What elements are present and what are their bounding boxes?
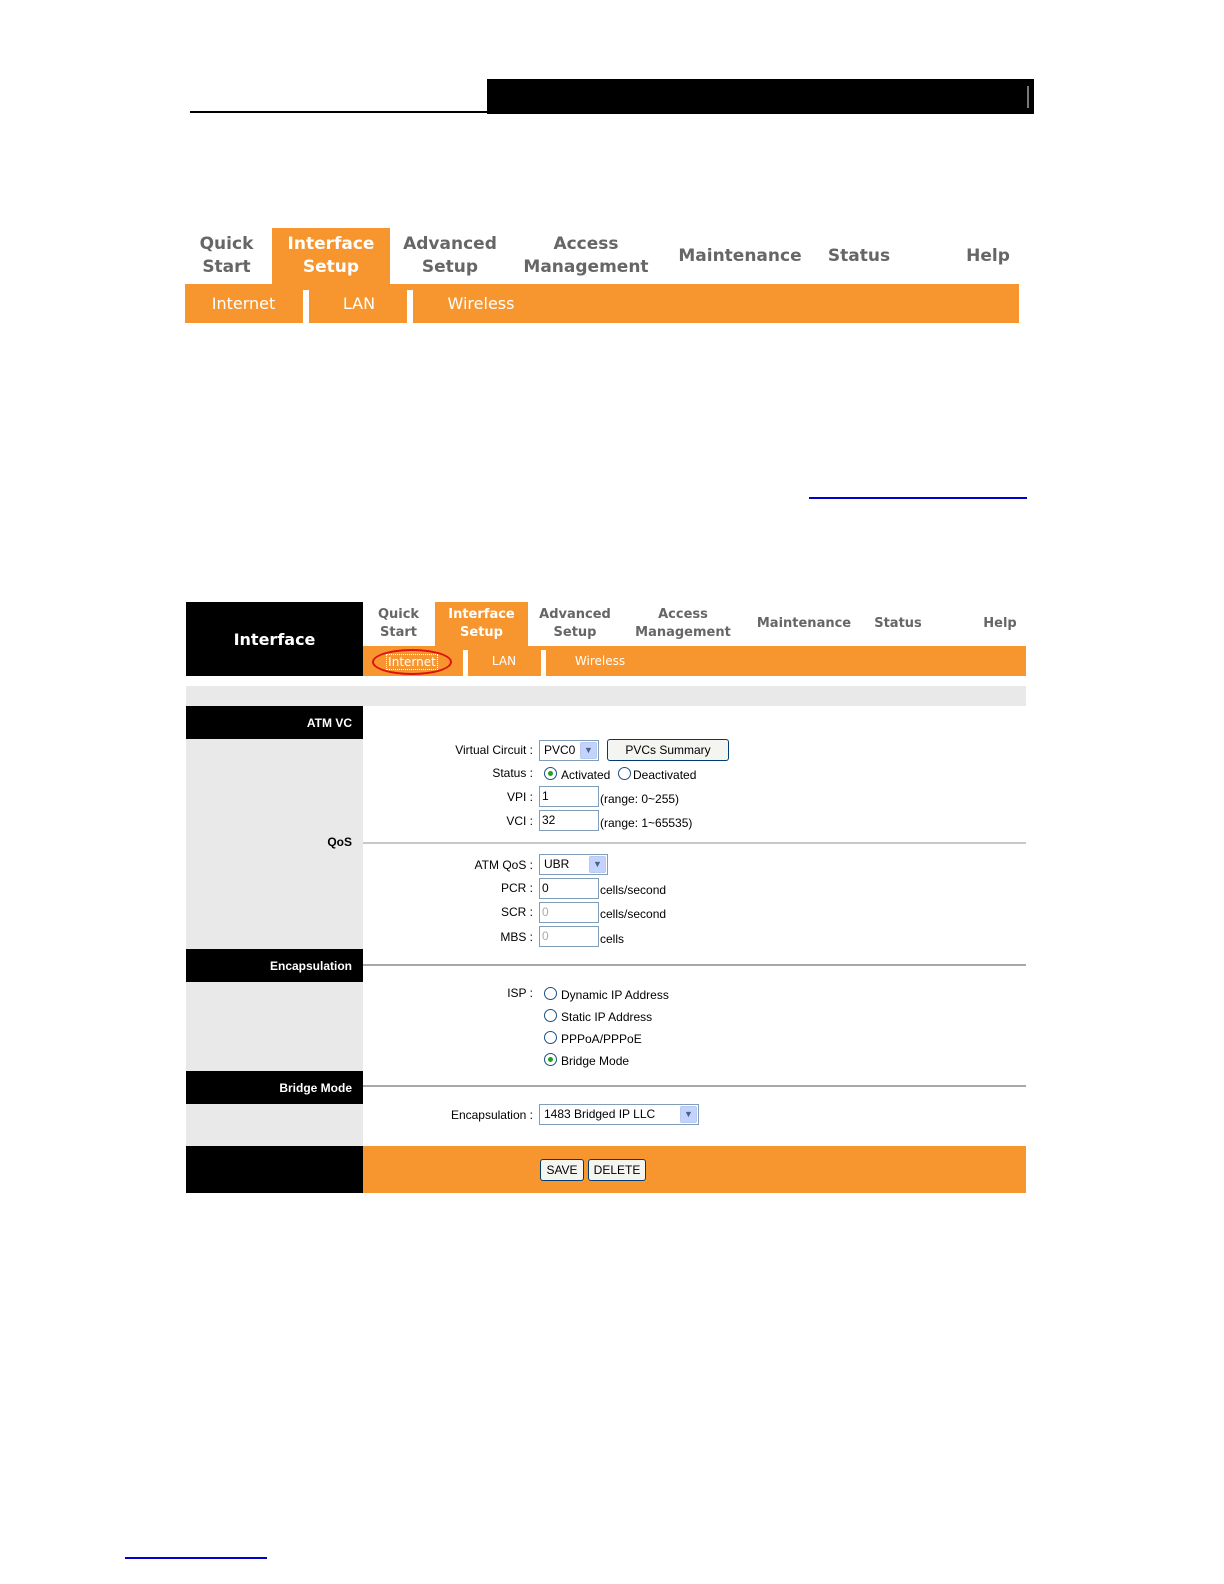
isp-pppoa-pppoe-radio[interactable] [544,1031,557,1044]
isp-bridge-mode-label: Bridge Mode [561,1054,630,1068]
status-label: Status : [492,766,533,780]
tab-label-line2: Start [380,625,417,640]
subtab-label: Internet [388,655,436,669]
page-title: Interface [186,602,363,676]
link-underline [125,1557,267,1559]
scr-unit: cells/second [600,907,667,921]
tab-maintenance[interactable] [675,228,805,284]
tab-label-line2: Setup [421,257,479,277]
mbs-input[interactable]: 0 [539,926,599,947]
tab-help[interactable] [949,228,1027,284]
vpi-hint: (range: 0~255) [600,792,680,806]
tab-label: Maintenance [756,616,852,631]
tab-label: Status [827,245,891,266]
pcr-unit: cells/second [600,883,667,897]
tab-label-line1: Interface [448,607,515,622]
tab-label-line1: Quick [377,607,420,622]
isp-static-ip-label: Static IP Address [561,1010,653,1024]
tab-label: Status [874,616,922,631]
header-bar [487,79,1034,114]
isp-label: ISP : [507,986,533,1000]
section-encapsulation: Encapsulation [186,949,363,982]
chevron-down-icon: ▼ [589,856,606,873]
status-deactivated-label: Deactivated [633,768,697,782]
divider [363,964,1026,966]
subtab-separator [303,290,309,323]
tab-quick-start[interactable] [366,602,431,646]
vpi-label: VPI : [506,790,533,804]
virtual-circuit-label: Virtual Circuit : [455,743,533,757]
tab-label-line2: Start [202,257,251,277]
tab-access-management[interactable] [626,602,740,646]
virtual-circuit-select[interactable] [539,740,599,761]
tab-label-line2: Setup [460,625,503,640]
pvcs-summary-button[interactable]: PVCs Summary [607,739,729,761]
footer-left [186,1146,363,1193]
tab-label-line1: Interface [287,234,375,254]
vci-hint: (range: 1~65535) [600,816,693,830]
chevron-down-icon: ▼ [680,1106,697,1123]
subtab-lan[interactable]: LAN [342,294,376,313]
tab-label-line2: Setup [553,625,597,640]
subtab-internet[interactable]: Internet [211,294,276,313]
virtual-circuit-value: PVC0 [544,743,576,757]
encapsulation-value: 1483 Bridged IP LLC [544,1107,656,1121]
tab-advanced-setup[interactable] [530,602,620,646]
vci-input[interactable]: 32 [539,810,599,831]
section-qos: QoS [327,835,352,849]
tab-label-line2: Management [523,257,649,277]
divider [363,1085,1026,1087]
header-bar-tick [1027,86,1029,108]
tab-label-line1: Access [553,234,619,254]
status-activated-label: Activated [561,768,611,782]
atm-qos-value: UBR [544,857,570,871]
tab-label: Help [983,616,1017,631]
status-activated-radio[interactable] [544,767,557,780]
tab-label: Maintenance [678,245,802,266]
tab-label-line2: Management [635,625,731,640]
save-button[interactable]: SAVE [540,1159,584,1181]
chevron-down-icon: ▼ [580,742,597,759]
main-tabs [185,228,1019,284]
isp-pppoa-pppoe-label: PPPoA/PPPoE [561,1032,642,1046]
pcr-label: PCR : [500,881,533,895]
delete-button[interactable]: DELETE [588,1159,646,1181]
subtab-separator [541,650,546,676]
divider [363,842,1026,844]
section-atm-vc: ATM VC [186,706,363,739]
mbs-label: MBS : [500,930,533,944]
tab-label-line1: Access [658,607,708,622]
subtab-internet[interactable] [372,649,452,675]
interface-figure [186,602,1026,1193]
menu-figure [185,228,1019,323]
link-underline [809,497,1027,499]
tab-status[interactable] [866,602,930,646]
tab-advanced-setup[interactable] [393,228,507,284]
tab-access-management[interactable] [515,228,657,284]
sub-tabs [185,284,1019,323]
vpi-input[interactable]: 1 [539,786,599,807]
isp-dynamic-ip-label: Dynamic IP Address [561,988,669,1002]
subtab-separator [407,290,413,323]
status-deactivated-radio[interactable] [618,767,631,780]
encapsulation-select[interactable] [539,1104,699,1125]
tab-help[interactable] [970,602,1030,646]
tab-label-line1: Advanced [403,234,497,254]
subtab-wireless[interactable]: Wireless [574,654,626,668]
mbs-unit: cells [600,932,625,946]
subtab-lan[interactable]: LAN [491,654,517,668]
footer-bar [363,1146,1026,1193]
pcr-input[interactable]: 0 [539,878,599,899]
sub-tabs [363,646,1026,676]
tab-label-line2: Setup [302,257,360,277]
tab-status[interactable] [819,228,899,284]
content-top-strip [186,686,1026,706]
vci-label: VCI : [506,814,533,828]
tab-interface-setup[interactable] [435,602,528,646]
tab-interface-setup[interactable] [272,228,390,284]
isp-static-ip-radio[interactable] [544,1009,557,1022]
tab-maintenance[interactable] [752,602,856,646]
isp-bridge-mode-radio[interactable] [544,1053,557,1066]
subtab-wireless[interactable]: Wireless [447,294,515,313]
scr-label: SCR : [500,905,533,919]
tab-label-line1: Advanced [539,607,611,622]
tab-label: Help [966,245,1010,266]
tab-label-line1: Quick [199,234,254,254]
atm-qos-label: ATM QoS : [474,858,533,872]
subtab-separator [463,650,468,676]
tab-quick-start[interactable] [185,228,268,284]
header-rule [190,111,490,113]
scr-input[interactable]: 0 [539,902,599,923]
section-bridge-mode: Bridge Mode [186,1071,363,1104]
isp-dynamic-ip-radio[interactable] [544,987,557,1000]
atm-qos-select[interactable] [539,854,608,875]
encapsulation-label: Encapsulation : [450,1108,533,1122]
